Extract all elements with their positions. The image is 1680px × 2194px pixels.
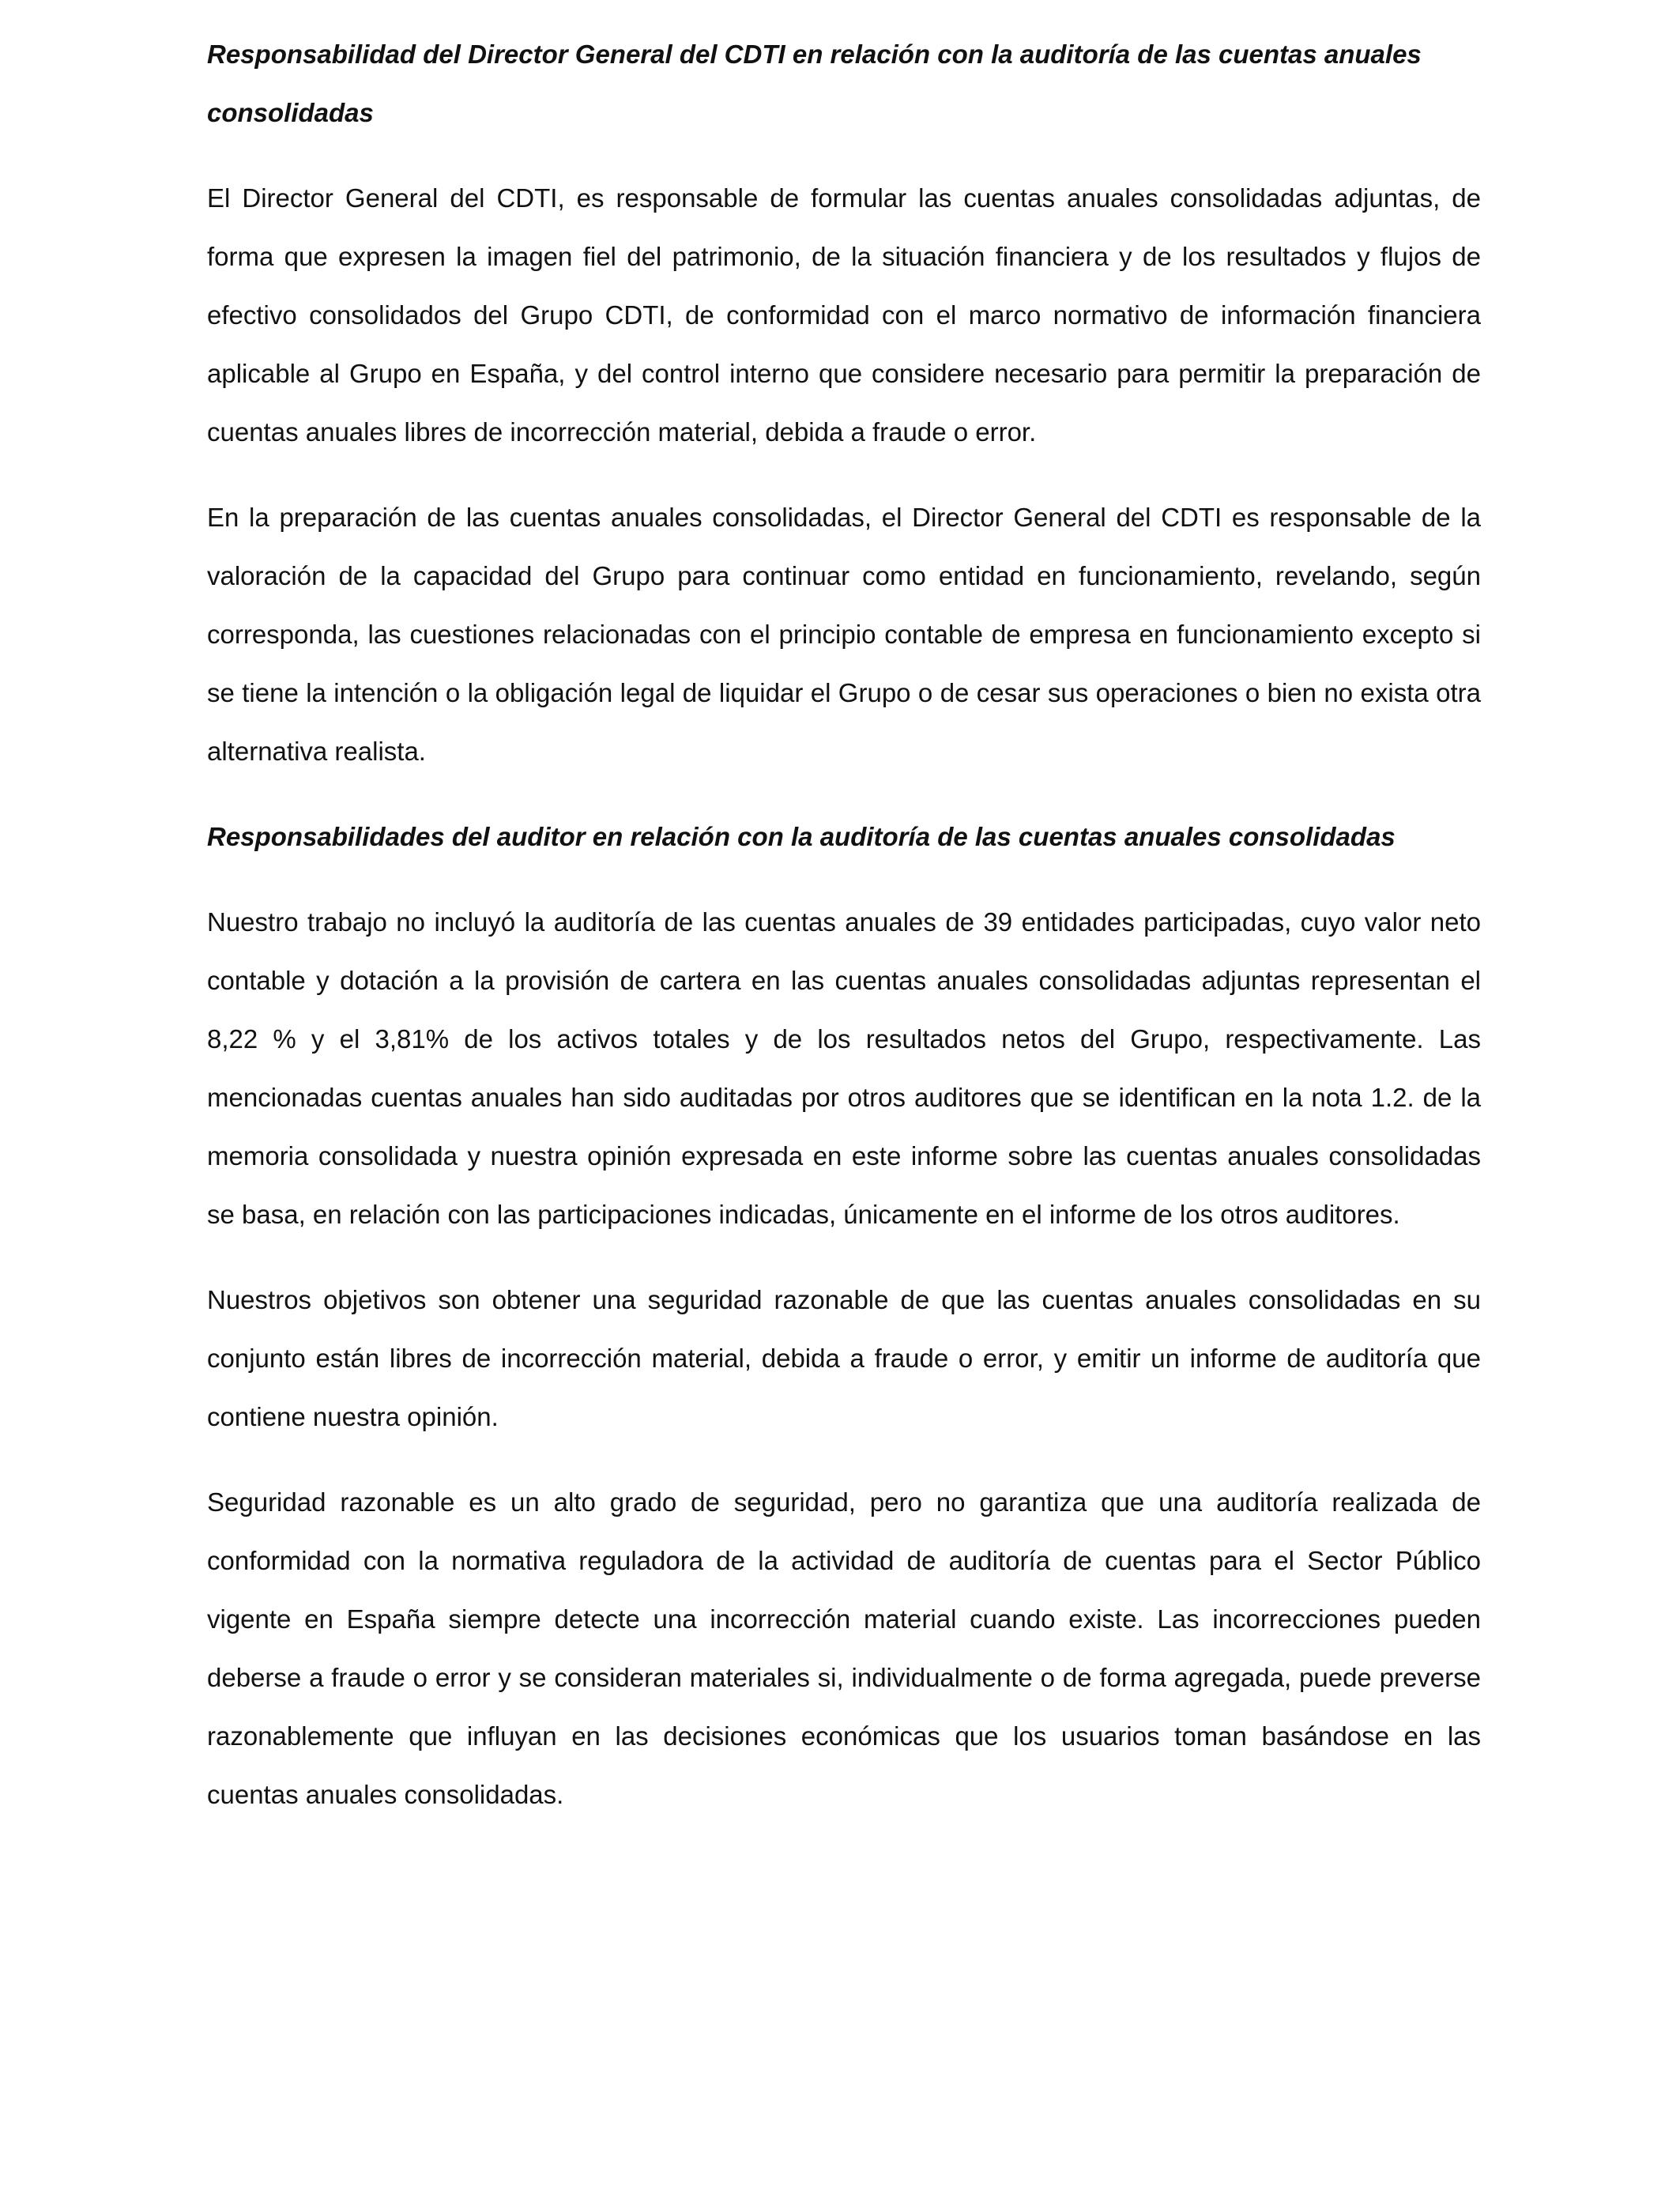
paragraph: En la preparación de las cuentas anuales consolidadas, el Director General del CDTI es responsable de la valoración de la capacidad del Grupo para continuar como entidad en funcionamiento, revelando, según corresponda, las cuestiones relacionadas con el principio contable de empresa en funcionamiento excepto si se tiene la intención o la obligación legal de liquidar el Grupo o de cesar sus operaciones o bien no exista otra alternativa realista. [207,503,1481,766]
section-director-responsibility [207,25,1481,781]
section-heading: Responsabilidades del auditor en relación con la auditoría de las cuentas anuales consolidadas [207,822,1396,851]
paragraph: Nuestro trabajo no incluyó la auditoría de las cuentas anuales de 39 entidades participadas, cuyo valor neto contable y dotación a la provisión de cartera en las cuentas anuales consolidadas adjuntas representan el 8,22 % y el 3,81% de los activos totales y de los resultados netos del Grupo, respectivamente. Las mencionadas cuentas anuales han sido auditadas por otros auditores que se identifican en la nota 1.2. de la memoria consolidada y nuestra opinión expresada en este informe sobre las cuentas anuales consolidadas se basa, en relación con las participaciones indicadas, únicamente en el informe de los otros auditores. [207,907,1481,1229]
section-heading: Responsabilidad del Director General del CDTI en relación con la auditoría de las cuentas anuales consolidadas [207,40,1422,127]
section-auditor-responsibility [207,808,1481,1824]
paragraph: Nuestros objetivos son obtener una seguridad razonable de que las cuentas anuales consolidadas en su conjunto están libres de incorrección material, debida a fraude o error, y emitir un informe de auditoría que contiene nuestra opinión. [207,1285,1481,1431]
paragraph: Seguridad razonable es un alto grado de seguridad, pero no garantiza que una auditoría realizada de conformidad con la normativa reguladora de la actividad de auditoría de cuentas para el Sector Público vigente en España siempre detecte una incorrección material cuando existe. Las incorrecciones pueden deberse a fraude o error y se consideran materiales si, individualmente o de forma agregada, puede preverse razonablemente que influyan en las decisiones económicas que los usuarios toman basándose en las cuentas anuales consolidadas. [207,1487,1481,1809]
document-page [207,25,1481,1824]
paragraph: El Director General del CDTI, es responsable de formular las cuentas anuales consolidadas adjuntas, de forma que expresen la imagen fiel del patrimonio, de la situación financiera y de los resultados y flujos de efectivo consolidados del Grupo CDTI, de conformidad con el marco normativo de información financiera aplicable al Grupo en España, y del control interno que considere necesario para permitir la preparación de cuentas anuales libres de incorrección material, debida a fraude o error. [207,183,1481,447]
